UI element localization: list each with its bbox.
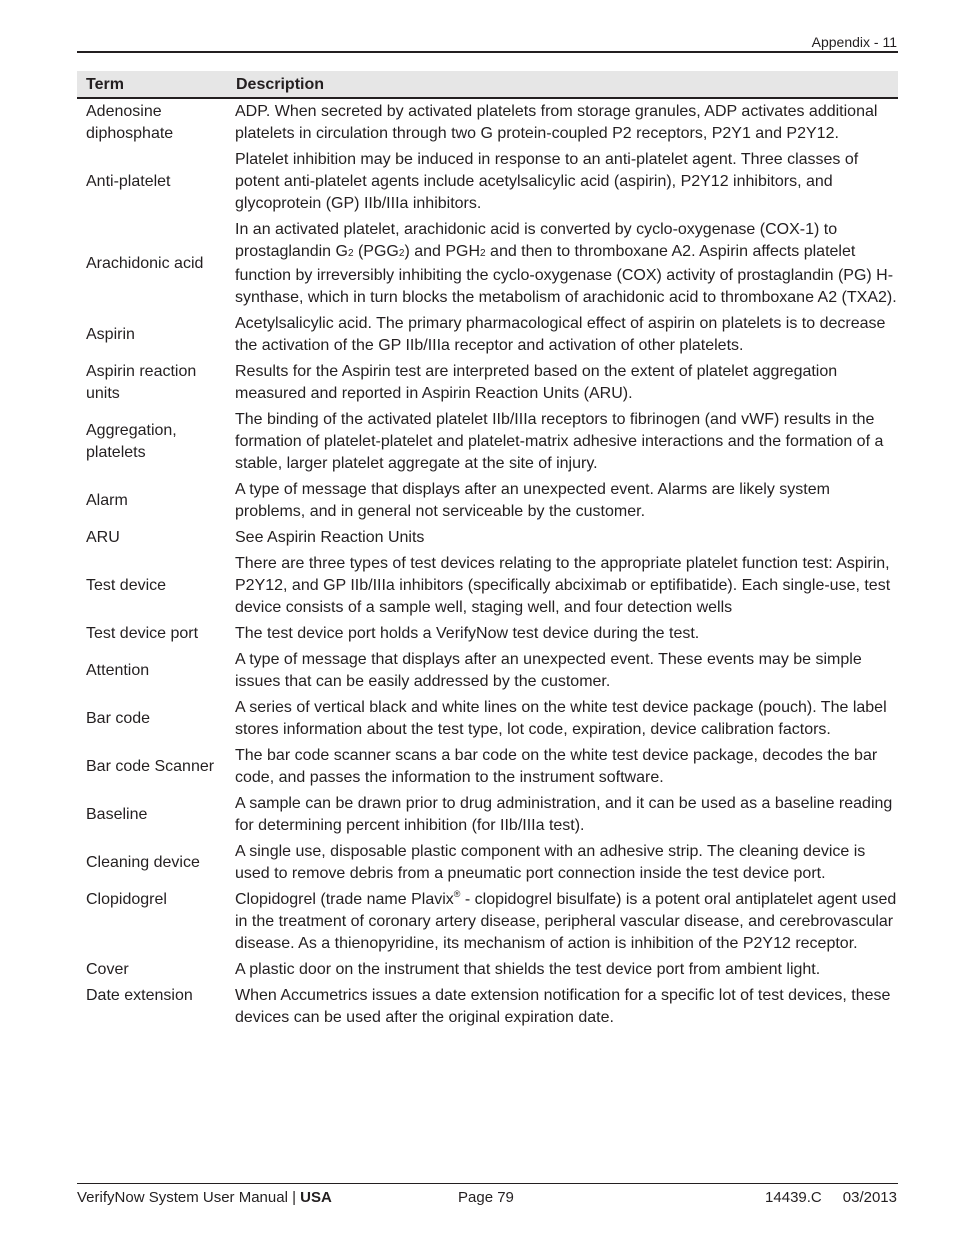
description-text: ) and PGH [404, 243, 481, 260]
table-row [77, 149, 898, 219]
term-cell: Arachidonic acid [86, 255, 204, 272]
term-cell: ARU [86, 529, 120, 546]
description-cell: A plastic door on the instrument that shields the test device port from ambient light. [235, 961, 821, 978]
description-cell: The binding of the activated platelet IIb/IIIa receptors to fibrinogen (and vWF) results in the formation of platelet-platelet and platelet-matrix adhesive interactions and the formation of a stable, larger platelet aggregate at the site of injury. [235, 411, 884, 472]
term-cell: Aspirin reaction units [86, 363, 197, 402]
description-cell [227, 219, 898, 313]
table-row [77, 219, 898, 313]
running-header: Appendix - 11 [811, 34, 897, 50]
document-info [765, 1189, 897, 1206]
subscript: 2 [480, 248, 486, 259]
table-row [77, 959, 898, 985]
term-cell: Test device [86, 577, 167, 594]
term-cell: Anti-platelet [86, 173, 171, 190]
table-row [77, 745, 898, 793]
subscript: 2 [398, 248, 405, 259]
subscript: 2 [347, 248, 354, 259]
term-cell: Bar code [86, 710, 151, 727]
term-cell: Aspirin [86, 326, 135, 343]
table-row [77, 841, 898, 889]
description-text: - clopidogrel bisulfate) is a potent oral antiplatelet agent used in the treatment of coronary artery disease, peripheral vascular disease, and cerebrovascular disease. As a thienopyridine, its mechanism of action is inhibition of the P2Y12 receptor. [235, 891, 897, 952]
description-column-header: Description [227, 71, 898, 98]
description-cell: A single use, disposable plastic component with an adhesive strip. The cleaning device is used to remove debris from a pneumatic port connection inside the test device port. [235, 843, 866, 882]
description-cell: See Aspirin Reaction Units [235, 529, 425, 546]
description-cell: There are three types of test devices relating to the appropriate platelet function test: Aspirin, P2Y12, and GP IIb/IIIa inhibitors (specifically abciximab or eptifibatide). Each single-use, test device consists of a sample well, staging well, and four detection wells [235, 555, 891, 616]
table-row [77, 479, 898, 527]
table-row [77, 697, 898, 745]
glossary-table [77, 71, 898, 1033]
term-cell: Adenosine diphosphate [86, 103, 174, 142]
table-row [77, 409, 898, 479]
description-cell: Results for the Aspirin test are interpreted based on the extent of platelet aggregation measured and reported in Aspirin Reaction Units (ARU). [235, 363, 838, 402]
term-cell: Bar code Scanner [86, 758, 215, 775]
description-cell: ADP. When secreted by activated platelets from storage granules, ADP activates additional platelets in circulation through two G protein-coupled P2 receptors, P2Y1 and P2Y12. [235, 103, 878, 142]
description-cell: The test device port holds a VerifyNow test device during the test. [235, 625, 700, 642]
term-cell: Baseline [86, 806, 148, 823]
description-cell: A type of message that displays after an unexpected event. These events may be simple issues that can be easily addressed by the customer. [235, 651, 862, 690]
description-cell: A series of vertical black and white lines on the white test device package (pouch). The label stores information about the test type, lot code, expiration, device calibration factors. [235, 699, 887, 738]
term-cell: Alarm [86, 492, 128, 509]
description-cell: The bar code scanner scans a bar code on the white test device package, decodes the bar code, and passes the information to the instrument software. [235, 747, 878, 786]
term-cell: Date extension [86, 987, 193, 1004]
table-row [77, 623, 898, 649]
term-column-header: Term [77, 71, 227, 98]
description-text: Clopidogrel (trade name Plavix [235, 891, 454, 908]
description-cell: Platelet inhibition may be induced in response to an anti-platelet agent. Three classes of potent anti-platelet agents include acetylsalicylic acid (aspirin), P2Y12 inhibitors, and glycoprotein (GP) IIb/IIIa inhibitors. [235, 151, 859, 212]
document-number: 14439.C [765, 1189, 822, 1206]
registered-mark: ® [453, 889, 461, 899]
table-row [77, 313, 898, 361]
description-cell [227, 889, 898, 959]
description-text: and then to thromboxane A2. Aspirin affects platelet function by irreversibly inhibiting the cyclo-oxygenase (COX) activity of prostaglandin (PG) H-synthase, which in turn blocks the metabolism of arachidonic acid to thromboxane A2 (TXA2). [235, 243, 897, 306]
footer-manual-title [77, 1189, 332, 1206]
description-cell: Acetylsalicylic acid. The primary pharmacological effect of aspirin on platelets is to decrease the activation of the GP IIb/IIIa receptor and activation of other platelets. [235, 315, 886, 354]
term-cell: Cleaning device [86, 854, 200, 871]
header-divider [77, 51, 898, 53]
description-text: In an activated platelet, arachidonic acid is converted by cyclo-oxygenase (COX-1) to prostaglandin G [235, 221, 838, 260]
table-row [77, 553, 898, 623]
description-cell: When Accumetrics issues a date extension notification for a specific lot of test devices, these devices can be used after the original expiration date. [235, 987, 891, 1026]
footer-divider [77, 1183, 898, 1184]
table-row [77, 889, 898, 959]
table-row [77, 985, 898, 1033]
document-date: 03/2013 [842, 1189, 897, 1206]
table-header-row [77, 71, 898, 98]
description-cell: A type of message that displays after an unexpected event. Alarms are likely system problems, and in general not serviceable by the customer. [235, 481, 830, 520]
page-number: Page 79 [458, 1189, 514, 1206]
manual-name: VerifyNow System User Manual [77, 1189, 288, 1206]
region-label: USA [300, 1189, 332, 1206]
table-row [77, 527, 898, 553]
term-cell: Test device port [86, 625, 199, 642]
table-row [77, 361, 898, 409]
term-cell: Clopidogrel [86, 891, 167, 908]
table-row [77, 649, 898, 697]
table-row [77, 98, 898, 149]
term-cell: Attention [86, 662, 150, 679]
term-cell: Cover [86, 961, 129, 978]
term-cell: Aggregation, platelets [86, 422, 177, 461]
footer-separator: | [287, 1189, 301, 1206]
description-cell: A sample can be drawn prior to drug administration, and it can be used as a baseline reading for determining percent inhibition (for IIb/IIIa test). [235, 795, 893, 834]
table-row [77, 793, 898, 841]
description-text: (PGG [353, 243, 399, 260]
